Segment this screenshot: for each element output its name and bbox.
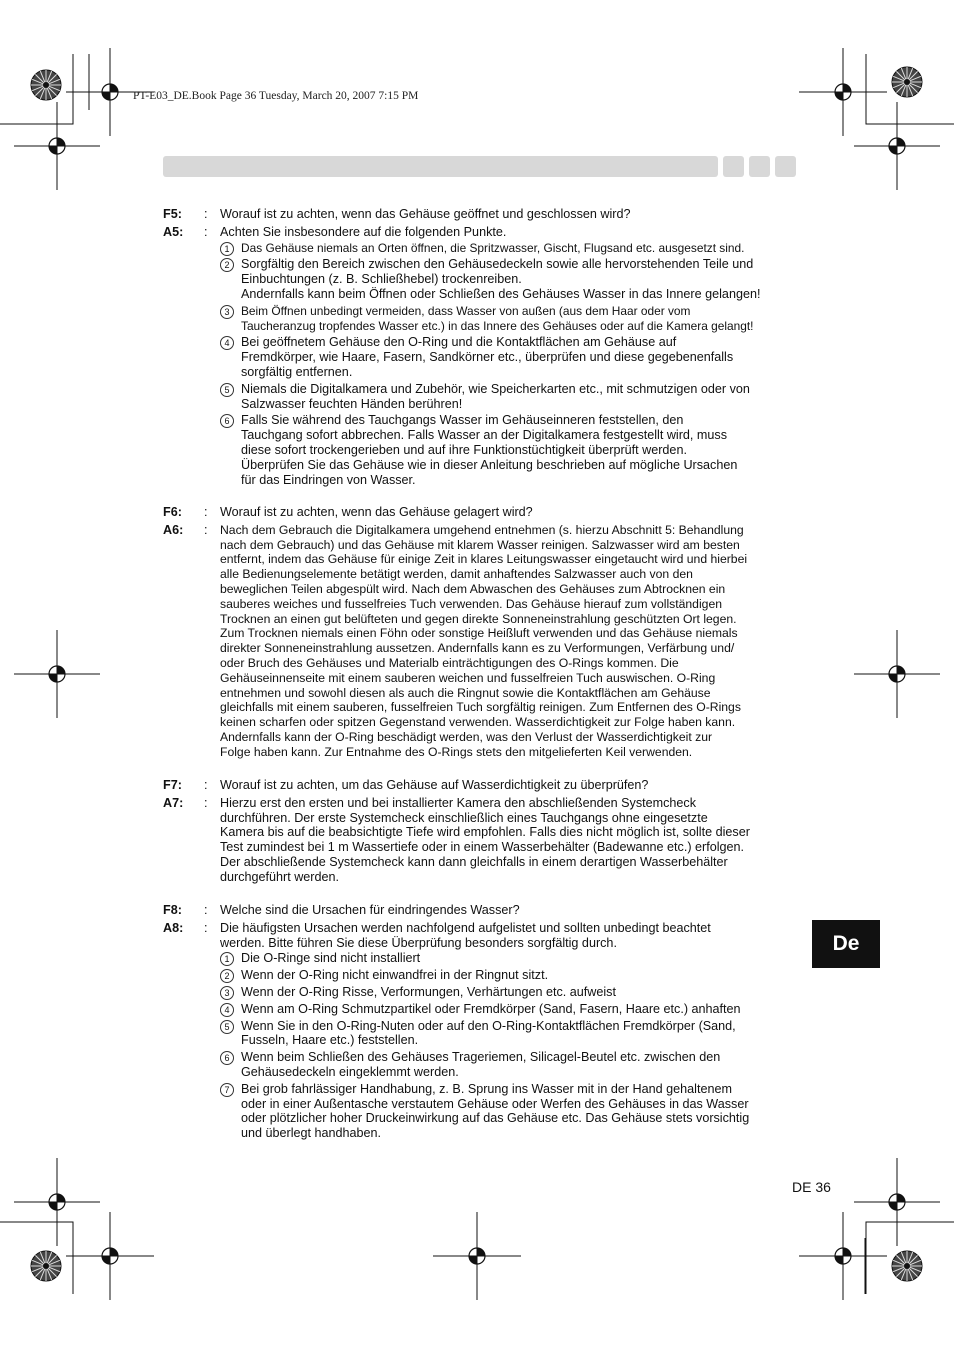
answer-line: Nach dem Gebrauch die Digitalkamera umgehend entnehmen (s. hierzu Abschnitt 5: Behandlung <box>220 522 744 537</box>
color-target-icon <box>892 67 922 97</box>
language-tab: De <box>812 920 880 968</box>
answer-label: A7: <box>163 795 184 810</box>
circled-number: 1 <box>220 952 234 966</box>
answer-line: Der abschließende Systemcheck kann dann gleichfalls in einem derartigen Wasserbehälter <box>220 854 728 869</box>
question-row <box>163 505 803 520</box>
answer-line: durchgeführt werden. <box>220 869 340 884</box>
answer-line: Zum Trocknen niemals einen Föhn oder sonstige Heißluft verwenden und das Gehäuse niemals <box>220 626 738 641</box>
list-item <box>220 304 803 334</box>
question-text: Worauf ist zu achten, um das Gehäuse auf Wasserdichtigkeit zu überprüfen? <box>220 778 649 792</box>
list-item-line: Bei grob fahrlässiger Handhabung, z. B. Sprung ins Wasser mit in der Hand gehaltenem <box>241 1081 732 1096</box>
list-item-line: diese sofort trockengerieben und auf ihre Funktionstüchtigkeit überprüft werden. <box>241 442 687 457</box>
answer-paragraph <box>220 523 803 760</box>
circled-number: 5 <box>220 383 234 397</box>
question-row <box>163 207 803 222</box>
answer-label: A5: <box>163 224 184 239</box>
question-label: F6: <box>163 505 182 519</box>
colon: : <box>204 795 208 810</box>
list-item-line: oder in einer Außentasche verstautem Gehäuse oder Werfen des Gehäuses in das Wasser <box>241 1096 749 1111</box>
list-item-line: Tauchgang sofort abbrechen. Falls Wasser an der Digitalkamera festgestellt wird, muss <box>241 428 728 443</box>
list-item <box>220 382 803 412</box>
list-item-line: Gehäusedeckeln eingeklemmt werden. <box>241 1064 459 1079</box>
list-item-line: Beim Öffnen unbedingt vermeiden, dass Wasser von außen (aus dem Haar oder vom <box>241 303 691 318</box>
answer-line: werden. Bitte führen Sie diese Überprüfung besonders sorgfältig durch. <box>220 935 617 950</box>
answer-line: gleichfalls mit einem sauberen, fusselfreien Tuch sorgfältig reinigen. Zum Entfernen des O-Rings <box>220 700 741 715</box>
list-item-line: Andernfalls kann beim Öffnen oder Schließen des Gehäuses Wasser in das Innere gelangen! <box>241 286 761 301</box>
answer-line: Test zumindest bei 1 m Wassertiefe oder in einem Wasserbehälter (Badewanne etc.) erfolgen. <box>220 840 745 855</box>
colon: : <box>204 778 208 792</box>
list-item-line: für das Eindringen von Wasser. <box>241 472 416 487</box>
list-item-line: Falls Sie während des Tauchgangs Wasser im Gehäuseinneren feststellen, den <box>241 413 684 428</box>
list-item <box>220 951 803 966</box>
header-bar <box>163 156 718 177</box>
answer-row <box>163 921 803 951</box>
list-item-line: Wenn der O-Ring Risse, Verformungen, Verhärtungen etc. aufweist <box>241 984 616 999</box>
answer-row <box>163 796 803 885</box>
answer-row <box>163 225 803 240</box>
list-item-line: Wenn beim Schließen des Gehäuses Trageriemen, Silicagel-Beutel etc. zwischen den <box>241 1050 721 1065</box>
list-item <box>220 1002 803 1017</box>
color-target-icon <box>31 1251 61 1281</box>
answer-line: oder Bruch des Gehäuses und Materialb einträchtigungen des O-Rings kommen. Die <box>220 655 679 670</box>
list-item <box>220 1050 803 1080</box>
colon: : <box>204 207 208 221</box>
list-item-line: oder plötzlicher hoher Druckeinwirkung auf das Gehäuse etc. Das Gehäuse stets vorsichtig <box>241 1111 750 1126</box>
page-number: DE 36 <box>792 1179 831 1195</box>
colon: : <box>204 224 208 239</box>
list-item <box>220 1082 803 1141</box>
answer-line: sauberes weiches und fusselfreies Tuch verwenden. Das Gehäuse hierauf zum vollständigen <box>220 596 723 611</box>
list-item-line: Das Gehäuse niemals an Orten öffnen, die Spritzwasser, Gischt, Flugsand etc. ausgesetzt sind. <box>241 240 745 255</box>
circled-number: 4 <box>220 336 234 350</box>
circled-number: 6 <box>220 414 234 428</box>
answer-line: Die häufigsten Ursachen werden nachfolgend aufgelistet und sollten unbedingt beachtet <box>220 920 711 935</box>
list-item-line: sorgfältig entfernen. <box>241 364 353 379</box>
color-target-icon <box>892 1251 922 1281</box>
circled-number: 1 <box>220 242 234 256</box>
numbered-list <box>163 241 803 488</box>
list-item <box>220 241 803 256</box>
list-item-line: Wenn am O-Ring Schmutzpartikel oder Fremdkörper (Sand, Fasern, Haare etc.) anhaften <box>241 1001 741 1016</box>
answer-line: nach dem Gebrauch) und das Gehäuse mit klarem Wasser reinigen. Salzwasser wird am besten <box>220 537 740 552</box>
circled-number: 5 <box>220 1020 234 1034</box>
list-item-line: Taucheranzug tropfendes Wasser etc.) in das Innere des Gehäuses oder auf die Kamera gelangt! <box>241 318 754 333</box>
answer-label: A8: <box>163 920 184 935</box>
header-bar-block <box>723 156 744 177</box>
header-bar-block <box>749 156 770 177</box>
list-item <box>220 1019 803 1049</box>
list-item-line: und überlegt handhaben. <box>241 1126 382 1141</box>
answer-line: entnehmen und sowohl diesen als auch die Ringnut sowie die Kontaktflächen am Gehäuse <box>220 685 711 700</box>
answer-line: beweglichen Teilen abgespült wird. Nach dem Abwaschen des Gehäuses zum Abtrocknen ein <box>220 581 726 596</box>
print-header: PT-E03_DE.Book Page 36 Tuesday, March 20, 2007 7:15 PM <box>133 90 419 102</box>
circled-number: 7 <box>220 1083 234 1097</box>
answer-line: alle Bedienungselemente betätigt werden, damit anhaftendes Salzwasser auch von den <box>220 567 693 582</box>
question-text: Worauf ist zu achten, wenn das Gehäuse gelagert wird? <box>220 505 533 519</box>
answer-paragraph <box>220 921 803 951</box>
answer-row <box>163 523 803 760</box>
circled-number: 3 <box>220 986 234 1000</box>
answer-line: Gehäuseinnenseite mit einem sauberen weichen und fusselfreien Tuch auswischen. O-Ring <box>220 670 716 685</box>
list-item-line: Salzwasser feuchten Händen berühren! <box>241 396 463 411</box>
question-text: Worauf ist zu achten, wenn das Gehäuse geöffnet und geschlossen wird? <box>220 207 631 221</box>
circled-number: 2 <box>220 969 234 983</box>
colon: : <box>204 522 208 537</box>
colon: : <box>204 505 208 519</box>
qa-section-f8 <box>163 903 803 1143</box>
answer-line: entfernt, indem das Gehäuse für einige Zeit in klares Leitungswasser eingetaucht wird und hierbei <box>220 552 748 567</box>
answer-line: direkter Sonneneinstrahlung aussetzen. Andernfalls kann es zu Verformungen, Verfärbung und/ <box>220 641 735 656</box>
list-item-line: Überprüfen Sie das Gehäuse wie in dieser Anleitung beschrieben auf mögliche Ursachen <box>241 457 738 472</box>
color-target-icon <box>31 70 61 100</box>
qa-section-f6 <box>163 505 803 760</box>
answer-paragraph <box>220 796 803 885</box>
colon: : <box>204 903 208 917</box>
list-item-line: Die O-Ringe sind nicht installiert <box>241 951 421 966</box>
list-item-line: Einbuchtungen (z. B. Schließhebel) trockenreiben. <box>241 272 522 287</box>
circled-number: 2 <box>220 258 234 272</box>
qa-section-f5 <box>163 207 803 489</box>
circled-number: 4 <box>220 1003 234 1017</box>
question-label: F5: <box>163 207 182 221</box>
question-label: F7: <box>163 778 182 792</box>
list-item-line: Fremdkörper, wie Haare, Fasern, Sandkörner etc., überprüfen und diese gegebenenfalls <box>241 350 734 365</box>
list-item <box>220 968 803 983</box>
list-item-line: Sorgfältig den Bereich zwischen den Gehäusedeckeln sowie alle hervorstehenden Teile und <box>241 257 754 272</box>
question-row <box>163 778 803 793</box>
header-bar-block <box>775 156 796 177</box>
answer-text: Achten Sie insbesondere auf die folgenden Punkte. <box>220 224 507 239</box>
answer-line: Andernfalls kann der O-Ring beschädigt werden, was den Verlust der Wasserdichtigkeit zur <box>220 729 713 744</box>
answer-line: durchführen. Der erste Systemcheck einschließlich eines Tauchgangs ohne eingesetzte <box>220 810 708 825</box>
answer-line: Folge haben kann. Zur Entnahme des O-Rings stets den mitgelieferten Keil verwenden. <box>220 744 693 759</box>
list-item <box>220 985 803 1000</box>
numbered-list <box>163 951 803 1141</box>
list-item <box>220 335 803 379</box>
answer-line: Kamera bis auf die beabsichtigte Tiefe wird empfohlen. Falls dies nicht möglich ist, sollte dieser <box>220 825 750 840</box>
question-label: F8: <box>163 903 182 917</box>
answer-line: Hierzu erst den ersten und bei installierter Kamera den abschließenden Systemcheck <box>220 795 697 810</box>
answer-line: keinen scharfen oder spitzen Gegenstand verwenden. Wasserdichtigkeit zur Folge haben kann. <box>220 715 736 730</box>
list-item-line: Fusseln, Haare etc.) feststellen. <box>241 1033 419 1048</box>
list-item-line: Wenn der O-Ring nicht einwandfrei in der Ringnut sitzt. <box>241 968 549 983</box>
question-text: Welche sind die Ursachen für eindringendes Wasser? <box>220 903 520 917</box>
qa-section-f7 <box>163 778 803 885</box>
list-item-line: Wenn Sie in den O-Ring-Nuten oder auf den O-Ring-Kontaktflächen Fremdkörper (Sand, <box>241 1018 736 1033</box>
answer-label: A6: <box>163 522 184 537</box>
list-item <box>220 413 803 487</box>
answer-line: Trocknen an einen gut belüfteten und gegen direkte Sonneneinstrahlung geschützten Ort legen. <box>220 611 737 626</box>
list-item-line: Bei geöffnetem Gehäuse den O-Ring und die Kontaktflächen am Gehäuse auf <box>241 335 677 350</box>
circled-number: 6 <box>220 1051 234 1065</box>
list-item <box>220 257 803 301</box>
colon: : <box>204 920 208 935</box>
list-item-line: Niemals die Digitalkamera und Zubehör, wie Speicherkarten etc., mit schmutzigen oder von <box>241 381 750 396</box>
circled-number: 3 <box>220 305 234 319</box>
question-row <box>163 903 803 918</box>
